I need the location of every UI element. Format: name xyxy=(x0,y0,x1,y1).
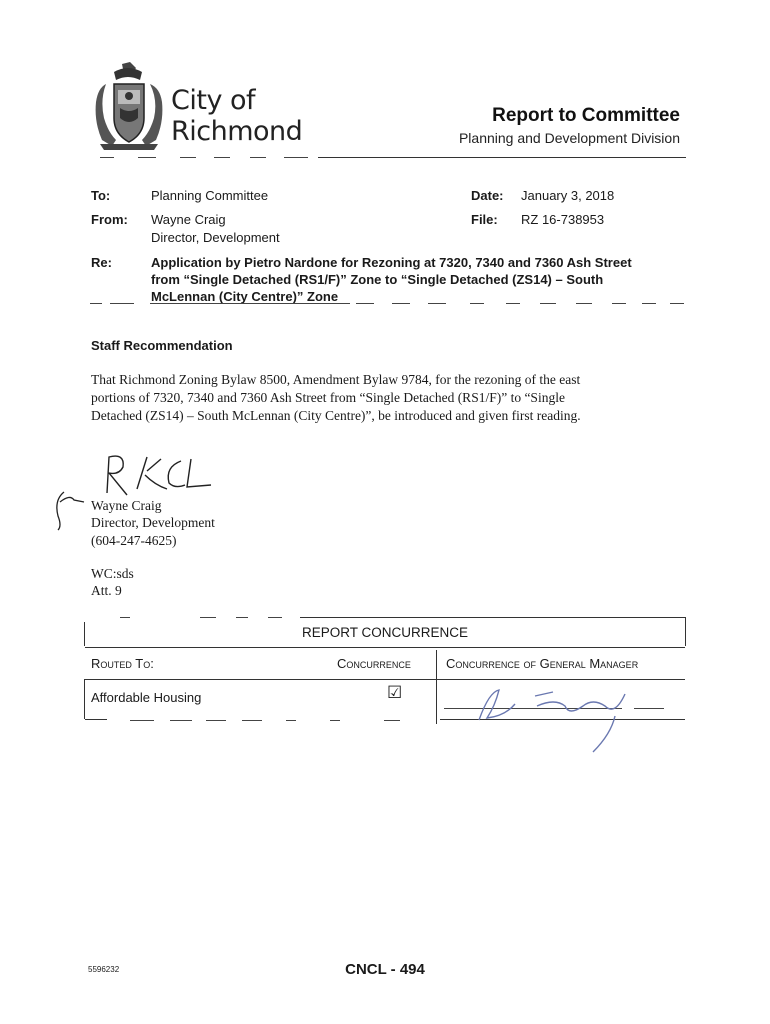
recommendation-line-3: Detached (ZS14) – South McLennan (City Centre)”, be introduced and given first reading. xyxy=(91,408,581,423)
concurrence-checkbox-icon: ☑ xyxy=(387,683,403,702)
to-label: To: xyxy=(91,188,111,203)
city-crest-logo xyxy=(92,60,164,152)
recommendation-line-2: portions of 7320, 7340 and 7360 Ash Street from “Single Detached (RS1/F)” to “Single xyxy=(91,390,565,405)
re-line-2: from “Single Detached (RS1/F)” Zone to “Single Detached (ZS14) – South xyxy=(151,272,604,287)
gm-signature xyxy=(465,676,645,756)
from-title: Director, Development xyxy=(151,230,280,245)
header-divider xyxy=(318,157,686,158)
from-name: Wayne Craig xyxy=(151,212,226,227)
col-header-concurrence: Concurrence xyxy=(337,656,411,671)
signatory-phone: (604-247-4625) xyxy=(91,533,177,548)
logo-line-richmond: Richmond xyxy=(171,116,303,147)
col-header-gm-concurrence: Concurrence of General Manager xyxy=(446,656,639,671)
handwritten-signature xyxy=(95,445,235,505)
file-label: File: xyxy=(471,212,498,227)
signatory-name: Wayne Craig xyxy=(91,498,162,513)
logo-line-city-of: City of xyxy=(171,85,256,116)
page-label: CNCL - 494 xyxy=(345,961,425,978)
date-label: Date: xyxy=(471,188,504,203)
recommendation-line-1: That Richmond Zoning Bylaw 8500, Amendment Bylaw 9784, for the rezoning of the east xyxy=(91,372,581,387)
file-value: RZ 16-738953 xyxy=(521,212,605,227)
routed-to-cell: Affordable Housing xyxy=(91,690,202,705)
handwritten-initial xyxy=(50,490,90,532)
re-label: Re: xyxy=(91,255,112,270)
report-title: Report to Committee xyxy=(492,105,680,126)
author-initials: WC:sds xyxy=(91,566,134,581)
recommendation-heading: Staff Recommendation xyxy=(91,338,233,353)
concurrence-title: REPORT CONCURRENCE xyxy=(301,625,469,640)
col-header-routed-to: Routed To: xyxy=(91,656,154,671)
attachments-count: Att. 9 xyxy=(91,583,122,598)
signatory-title: Director, Development xyxy=(91,515,215,530)
to-value: Planning Committee xyxy=(151,188,269,203)
crest-icon xyxy=(92,60,164,152)
re-line-1: Application by Pietro Nardone for Rezoning at 7320, 7340 and 7360 Ash Street xyxy=(151,255,632,270)
division-name: Planning and Development Division xyxy=(458,130,680,146)
from-label: From: xyxy=(91,212,128,227)
document-number: 5596232 xyxy=(88,965,120,974)
re-line-3: McLennan (City Centre)” Zone xyxy=(151,289,339,304)
date-value: January 3, 2018 xyxy=(521,188,615,203)
